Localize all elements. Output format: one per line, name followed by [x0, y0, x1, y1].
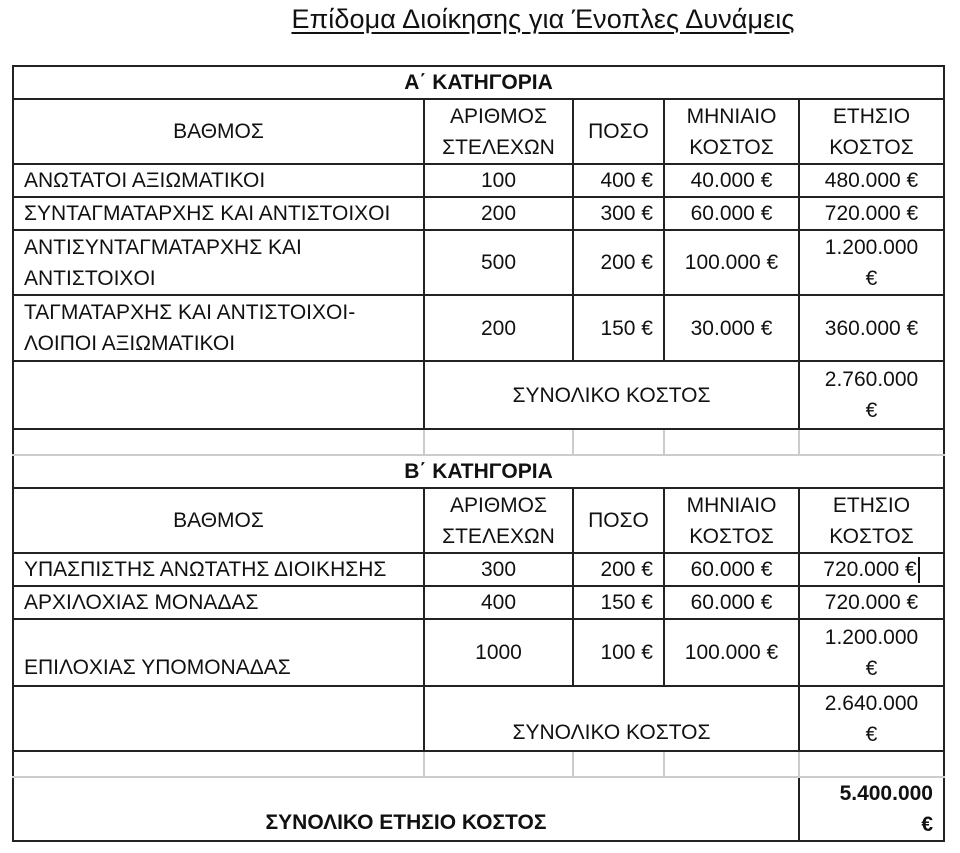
category-a-label: Α΄ ΚΑΤΗΓΟΡΙΑ	[13, 66, 944, 99]
empty-cell	[13, 686, 424, 751]
monthly-cell: 60.000 €	[664, 553, 799, 586]
category-b-total-row	[13, 686, 944, 751]
amount-cell: 100 €	[573, 619, 664, 686]
rank-line2: ΛΟΙΠΟΙ ΑΞΙΩΜΑΤΙΚΟΙ	[24, 332, 236, 355]
col-header-count-line2: ΣΤΕΛΕΧΩΝ	[442, 135, 555, 159]
rank-line2: ΑΝΤΙΣΤΟΙΧΟΙ	[24, 266, 156, 290]
spacer-cell	[13, 751, 424, 777]
count-cell: 500	[424, 230, 573, 295]
col-header-annual-line2: ΚΟΣΤΟΣ	[829, 524, 914, 548]
column-header-row-b	[13, 488, 944, 553]
amount-cell: 400 €	[573, 164, 664, 197]
col-header-monthly-line1: ΜΗΝΙΑΙΟ	[686, 104, 777, 128]
annual-cell: 720.000 €	[799, 586, 944, 619]
col-header-monthly-line2: ΚΟΣΤΟΣ	[689, 524, 774, 548]
category-b-header-row	[13, 455, 944, 488]
total-line1: 2.760.000	[824, 368, 919, 391]
col-header-amount: ΠΟΣΟ	[573, 99, 664, 164]
amount-cell: 300 €	[573, 197, 664, 230]
monthly-cell: 60.000 €	[664, 586, 799, 619]
col-header-count-line2: ΣΤΕΛΕΧΩΝ	[442, 524, 555, 548]
count-cell: 100	[424, 164, 573, 197]
spacer-cell	[573, 429, 664, 455]
table-row	[13, 586, 944, 619]
table-row	[13, 553, 944, 586]
rank-cell	[13, 295, 424, 361]
rank-cell: ΕΠΙΛΟΧΙΑΣ ΥΠΟΜΟΝΑΔΑΣ	[13, 619, 424, 686]
monthly-cell: 100.000 €	[664, 619, 799, 686]
rank-cell: ΥΠΑΣΠΙΣΤΗΣ ΑΝΩΤΑΤΗΣ ΔΙΟΙΚΗΣΗΣ	[13, 553, 424, 586]
col-header-count-line1: ΑΡΙΘΜΟΣ	[450, 493, 547, 517]
category-a-header-row	[13, 66, 944, 99]
rank-cell: ΣΥΝΤΑΓΜΑΤΑΡΧΗΣ ΚΑΙ ΑΝΤΙΣΤΟΙΧΟΙ	[13, 197, 424, 230]
table-row	[13, 295, 944, 361]
annual-cell: 720.000 €	[799, 197, 944, 230]
rank-cell: ΑΡΧΙΛΟΧΙΑΣ ΜΟΝΑΔΑΣ	[13, 586, 424, 619]
col-header-amount: ΠΟΣΟ	[573, 488, 664, 553]
column-header-row-a	[13, 99, 944, 164]
col-header-rank: ΒΑΘΜΟΣ	[13, 99, 424, 164]
spacer-cell	[424, 751, 573, 777]
col-header-count	[424, 488, 573, 553]
amount-cell: 150 €	[573, 586, 664, 619]
amount-cell: 200 €	[573, 230, 664, 295]
count-cell: 1000	[424, 619, 573, 686]
total-line1: 2.640.000	[824, 691, 919, 715]
col-header-count-line1: ΑΡΙΘΜΟΣ	[450, 104, 547, 128]
table-row	[13, 197, 944, 230]
grand-total-line1: 5.400.000	[839, 782, 933, 805]
monthly-cell: 100.000 €	[664, 230, 799, 295]
annual-cell[interactable]	[799, 553, 944, 586]
grand-total-label: ΣΥΝΟΛΙΚΟ ΕΤΗΣΙΟ ΚΟΣΤΟΣ	[13, 777, 799, 841]
spacer-cell	[13, 429, 424, 455]
allowance-table	[12, 65, 945, 842]
spacer-cell	[799, 429, 944, 455]
document-title: Επίδομα Διοίκησης για Ένοπλες Δυνάμεις	[291, 4, 795, 34]
total-line2: €	[865, 399, 878, 422]
grand-total-row	[13, 777, 944, 841]
annual-value: 720.000 €	[823, 558, 917, 581]
text-cursor	[918, 557, 920, 583]
col-header-monthly-line1: ΜΗΝΙΑΙΟ	[686, 493, 777, 517]
spacer-cell	[424, 429, 573, 455]
col-header-annual-line1: ΕΤΗΣΙΟ	[832, 104, 911, 128]
spacer-cell	[573, 751, 664, 777]
amount-cell: 150 €	[573, 295, 664, 361]
count-cell: 200	[424, 295, 573, 361]
annual-cell: 480.000 €	[799, 164, 944, 197]
category-a-total-value	[799, 361, 944, 429]
rank-cell: ΑΝΩΤΑΤΟΙ ΑΞΙΩΜΑΤΙΚΟΙ	[13, 164, 424, 197]
category-b-label: Β΄ ΚΑΤΗΓΟΡΙΑ	[13, 455, 944, 488]
rank-line1: ΤΑΓΜΑΤΑΡΧΗΣ ΚΑΙ ΑΝΤΙΣΤΟΙΧΟΙ-	[24, 301, 356, 324]
annual-cell	[799, 230, 944, 295]
col-header-annual-line1: ΕΤΗΣΙΟ	[832, 493, 911, 517]
col-header-monthly-line2: ΚΟΣΤΟΣ	[689, 135, 774, 159]
empty-cell	[13, 361, 424, 429]
category-b-total-label: ΣΥΝΟΛΙΚΟ ΚΟΣΤΟΣ	[424, 686, 799, 751]
category-a-total-label: ΣΥΝΟΛΙΚΟ ΚΟΣΤΟΣ	[424, 361, 799, 429]
spacer-row	[13, 429, 944, 455]
spacer-cell	[664, 429, 799, 455]
annual-line2: €	[865, 656, 878, 680]
annual-cell: 360.000 €	[799, 295, 944, 361]
monthly-cell: 30.000 €	[664, 295, 799, 361]
col-header-rank: ΒΑΘΜΟΣ	[13, 488, 424, 553]
col-header-monthly	[664, 99, 799, 164]
grand-total-line2: €	[921, 813, 933, 836]
count-cell: 400	[424, 586, 573, 619]
annual-line1: 1.200.000	[824, 235, 919, 259]
monthly-cell: 40.000 €	[664, 164, 799, 197]
rank-line1: ΑΝΤΙΣΥΝΤΑΓΜΑΤΑΡΧΗΣ ΚΑΙ	[24, 235, 302, 259]
amount-cell: 200 €	[573, 553, 664, 586]
annual-cell	[799, 619, 944, 686]
col-header-annual	[799, 488, 944, 553]
total-line2: €	[865, 722, 878, 746]
rank-cell	[13, 230, 424, 295]
table-row	[13, 619, 944, 686]
table-row	[13, 164, 944, 197]
annual-line2: €	[865, 266, 878, 290]
grand-total-value	[799, 777, 944, 841]
count-cell: 300	[424, 553, 573, 586]
spacer-row	[13, 751, 944, 777]
monthly-cell: 60.000 €	[664, 197, 799, 230]
spacer-cell	[799, 751, 944, 777]
category-a-total-row	[13, 361, 944, 429]
col-header-count	[424, 99, 573, 164]
annual-line1: 1.200.000	[824, 625, 919, 649]
category-b-total-value	[799, 686, 944, 751]
col-header-monthly	[664, 488, 799, 553]
count-cell: 200	[424, 197, 573, 230]
spacer-cell	[664, 751, 799, 777]
table-row	[13, 230, 944, 295]
col-header-annual-line2: ΚΟΣΤΟΣ	[829, 135, 914, 159]
col-header-annual	[799, 99, 944, 164]
